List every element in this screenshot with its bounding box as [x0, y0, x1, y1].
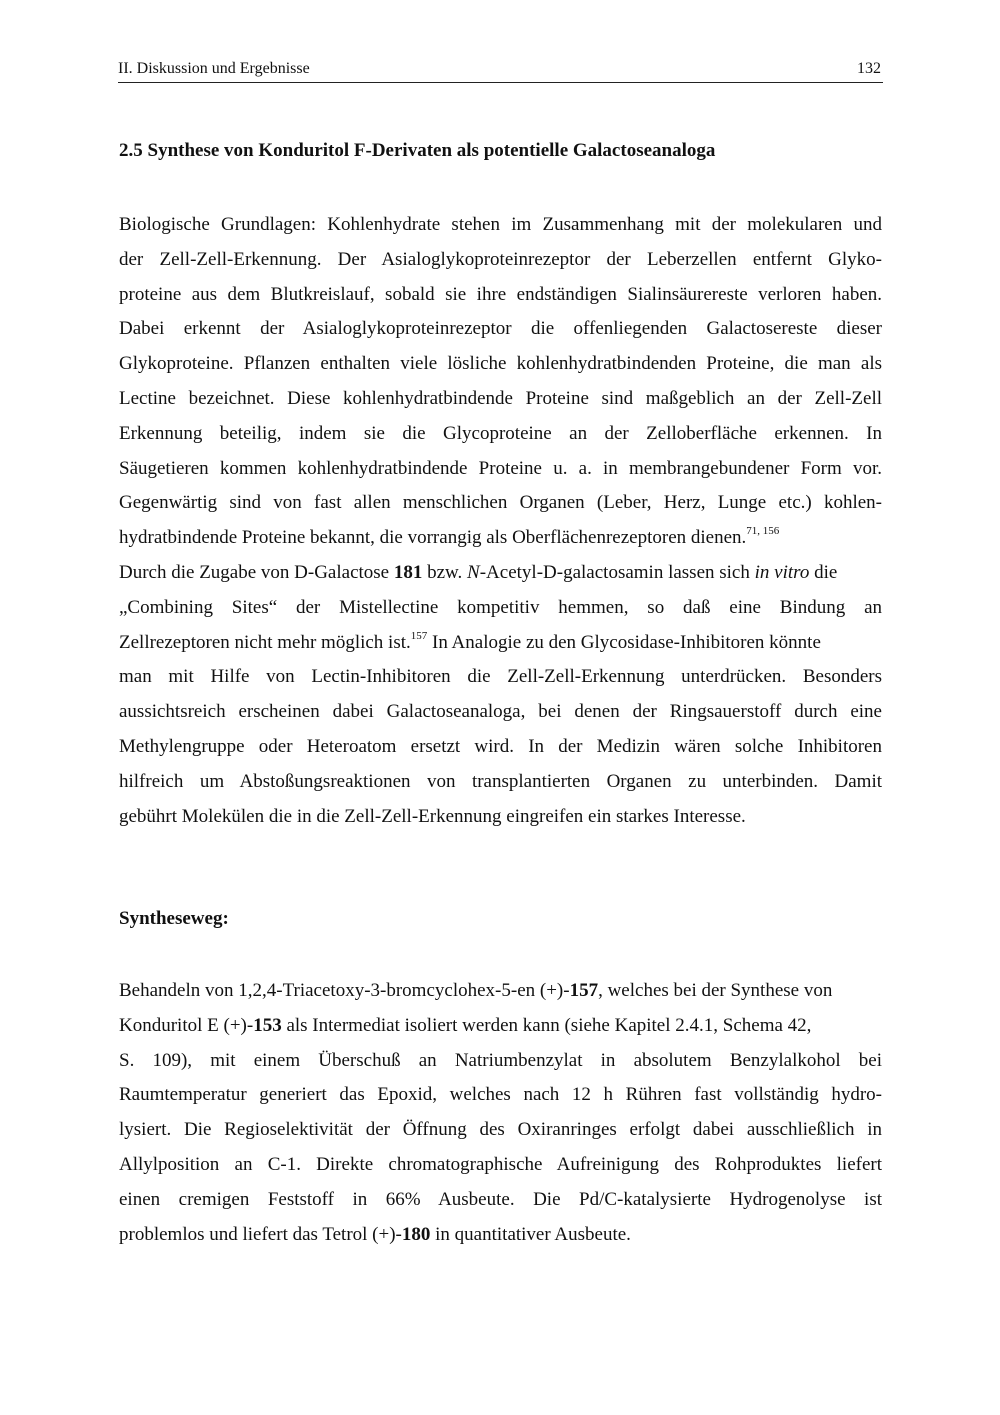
paragraph-biological-basis	[119, 208, 882, 834]
line-text: Durch die Zugabe von D-Galactose	[119, 561, 394, 583]
line-text: hydratbindende Proteine bekannt, die vorrangig als Oberflächenrezeptoren dienen.	[119, 527, 747, 549]
text-line: der Zell-Zell-Erkennung. Der Asialoglykoproteinrezeptor der Leberzellen entfernt Glyko-	[119, 248, 882, 270]
compound-number: 153	[253, 1014, 282, 1036]
line-text: Konduritol E (+)-	[119, 1014, 254, 1036]
text-line: „Combining Sites“ der Mistellectine kompetitiv hemmen, so daß eine Bindung an	[119, 596, 882, 618]
text-line: Gegenwärtig sind von fast allen menschlichen Organen (Leber, Herz, Lunge etc.) kohlen-	[119, 492, 882, 514]
italic-text: in vitro	[754, 561, 810, 583]
italic-text: N	[467, 561, 480, 583]
line-text: -Acetyl-D-galactosamin lassen sich	[479, 561, 755, 583]
line-text: Behandeln von 1,2,4-Triacetoxy-3-bromcyclohex-5-en (+)-	[119, 980, 570, 1001]
text-line: Dabei erkennt der Asialoglykoproteinrezeptor die offenliegenden Galactosereste dieser	[119, 318, 882, 340]
text-line: einen cremigen Feststoff in 66% Ausbeute. Die Pd/C-katalysierte Hydrogenolyse ist	[119, 1188, 882, 1210]
paragraph-synthesis	[119, 974, 882, 1252]
line-text: bzw.	[422, 561, 468, 583]
text-line: gebührt Molekülen die in die Zell-Zell-Erkennung eingreifen ein starkes Interesse.	[119, 805, 746, 827]
line-text: als Intermediat isoliert werden kann (siehe Kapitel 2.4.1, Schema 42,	[281, 1014, 812, 1036]
text-line	[119, 1218, 882, 1253]
text-line: S. 109), mit einem Überschuß an Natriumbenzylat in absolutem Benzylalkohol bei	[119, 1049, 882, 1071]
line-text: in quantitativer Ausbeute.	[430, 1223, 631, 1245]
text-line: Erkennung beteilig, indem sie die Glycoproteine an der Zelloberfläche erkennen. In	[119, 422, 882, 444]
line-text: Zellrezeptoren nicht mehr möglich ist.	[119, 631, 411, 653]
text-line: Biologische Grundlagen: Kohlenhydrate stehen im Zusammenhang mit der molekularen und	[119, 214, 882, 235]
subheading-syntheseweg: Syntheseweg:	[119, 908, 229, 929]
text-line: Raumtemperatur generiert das Epoxid, welches nach 12 h Rühren fast vollständig hydro-	[119, 1084, 882, 1106]
text-line: Säugetieren kommen kohlenhydratbindende Proteine u. a. in membrangebundener Form vor.	[119, 457, 882, 479]
compound-number: 180	[401, 1223, 431, 1245]
citation-ref: 71, 156	[746, 525, 780, 538]
compound-number: 157	[569, 980, 599, 1001]
chapter-title: II. Diskussion und Ergebnisse	[118, 60, 310, 77]
text-line: Lectine bezeichnet. Diese kohlenhydratbindende Proteine sind maßgeblich an der Zell-Zell	[119, 387, 882, 409]
text-line	[119, 1009, 882, 1044]
page-number: 132	[857, 60, 881, 77]
text-line: hilfreich um Abstoßungsreaktionen von transplantierten Organen zu unterbinden. Damit	[119, 770, 882, 792]
text-line: aussichtsreich erscheinen dabei Galactoseanaloga, bei denen der Ringsauerstoff durch eine	[119, 701, 882, 723]
text-line: Methylengruppe oder Heteroatom ersetzt wird. In der Medizin wären solche Inhibitoren	[119, 735, 882, 757]
line-text: In Analogie zu den Glycosidase-Inhibitoren könnte	[427, 631, 821, 653]
text-line: man mit Hilfe von Lectin-Inhibitoren die Zell-Zell-Erkennung unterdrücken. Besonders	[119, 666, 882, 688]
running-header	[118, 60, 883, 83]
citation-ref: 157	[410, 629, 428, 642]
text-line: lysiert. Die Regioselektivität der Öffnung des Oxiranringes erfolgt dabei ausschließlich in	[119, 1119, 882, 1141]
line-text: , welches bei der Synthese von	[598, 980, 833, 1001]
text-line: Glykoproteine. Pflanzen enthalten viele lösliche kohlenhydratbindenden Proteine, die man als	[119, 353, 882, 375]
line-text: problemlos und liefert das Tetrol (+)-	[119, 1223, 402, 1245]
line-text: die	[809, 561, 838, 583]
compound-number: 181	[393, 561, 423, 583]
text-line	[119, 626, 882, 661]
text-line	[119, 521, 882, 556]
text-line	[119, 974, 882, 1009]
text-line: Allylposition an C-1. Direkte chromatographische Aufreinigung des Rohproduktes liefert	[119, 1153, 882, 1175]
section-heading: 2.5 Synthese von Konduritol F-Derivaten als potentielle Galactoseanaloga	[119, 140, 716, 161]
text-line: proteine aus dem Blutkreislauf, sobald sie ihre endständigen Sialinsäurereste verloren haben.	[119, 283, 882, 305]
text-line	[119, 556, 882, 591]
